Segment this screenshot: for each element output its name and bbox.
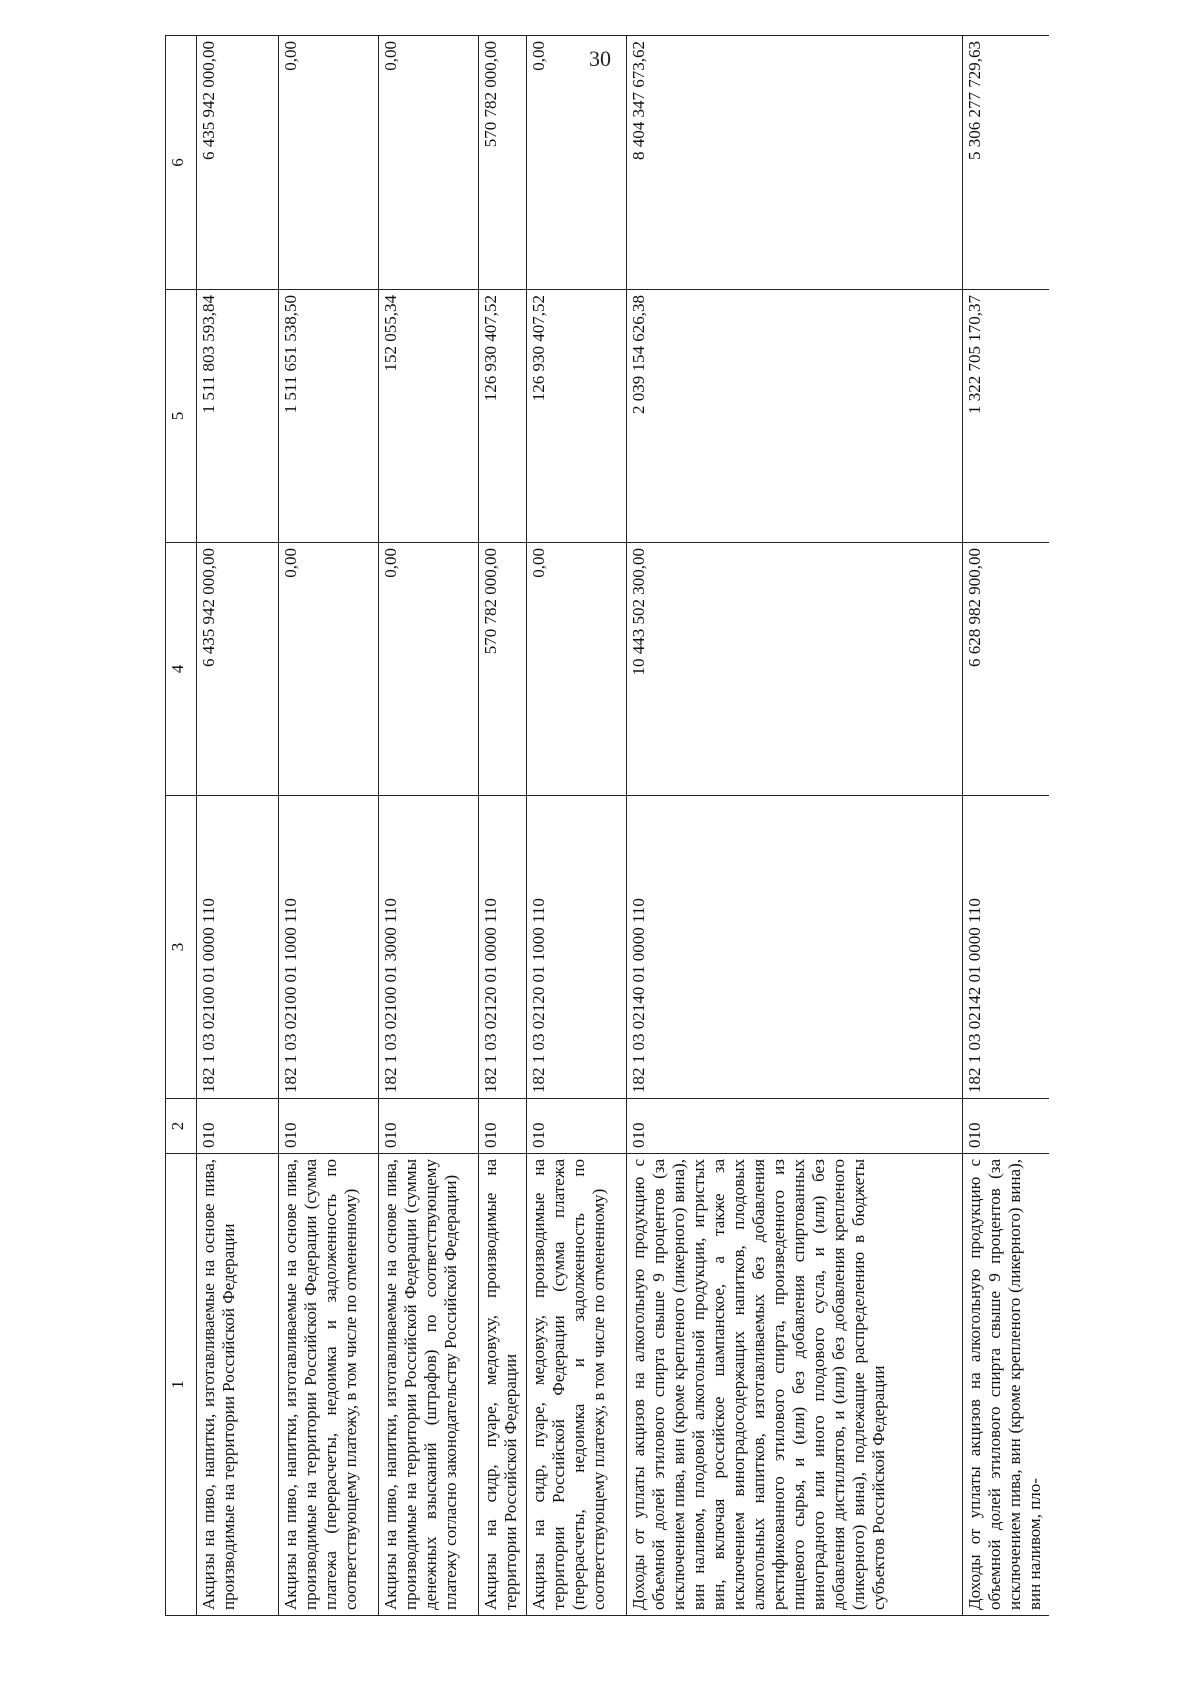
column-header-5: 5 <box>166 290 197 543</box>
row-admin: 010 <box>279 1099 379 1154</box>
budget-table-rotated <box>165 41 1126 1616</box>
row-col4: 6 628 982 900,00 <box>963 543 1049 796</box>
table-row <box>197 36 279 1616</box>
column-header-4: 4 <box>166 543 197 796</box>
table-row <box>627 36 963 1616</box>
row-admin: 010 <box>627 1099 963 1154</box>
row-name: Акцизы на пиво, напитки, изготавливаемые на основе пива, производимые на территории Российской Федерации <box>197 1154 279 1616</box>
row-col4: 0,00 <box>379 543 479 796</box>
table-row <box>379 36 479 1616</box>
row-admin: 010 <box>379 1099 479 1154</box>
column-header-2: 2 <box>166 1099 197 1154</box>
row-col5: 1 511 651 538,50 <box>279 290 379 543</box>
row-code: 182 1 03 02142 01 0000 110 <box>963 796 1049 1099</box>
row-col5: 126 930 407,52 <box>527 290 627 543</box>
row-col6: 6 435 942 000,00 <box>197 36 279 290</box>
row-admin: 010 <box>963 1099 1049 1154</box>
row-code: 182 1 03 02100 01 3000 110 <box>379 796 479 1099</box>
row-col4: 0,00 <box>527 543 627 796</box>
row-col6: 8 404 347 673,62 <box>627 36 963 290</box>
row-col6: 570 782 000,00 <box>479 36 527 290</box>
row-col5: 1 322 705 170,37 <box>963 290 1049 543</box>
row-col6: 0,00 <box>279 36 379 290</box>
row-col4: 6 435 942 000,00 <box>197 543 279 796</box>
row-col5: 126 930 407,52 <box>479 290 527 543</box>
table-row <box>527 36 627 1616</box>
column-header-1: 1 <box>166 1154 197 1616</box>
row-col6: 0,00 <box>379 36 479 290</box>
column-header-3: 3 <box>166 796 197 1099</box>
budget-table <box>165 35 1049 1616</box>
row-name: Акцизы на пиво, напитки, изготавливаемые на основе пива, производимые на территории Российской Федерации (суммы денежных взысканий (штрафов) по соответствующему платежу согласно законодательству Российской Федерации) <box>379 1154 479 1616</box>
row-code: 182 1 03 02100 01 0000 110 <box>197 796 279 1099</box>
table-header-row <box>166 36 197 1616</box>
row-col6: 5 306 277 729,63 <box>963 36 1049 290</box>
row-name: Акцизы на сидр, пуаре, медовуху, производимые на территории Российской Федерации <box>479 1154 527 1616</box>
row-admin: 010 <box>479 1099 527 1154</box>
row-admin: 010 <box>527 1099 627 1154</box>
table-row <box>279 36 379 1616</box>
table-row <box>963 36 1049 1616</box>
row-name: Доходы от уплаты акцизов на алкогольную продукцию с объемной долей этилового спирта свыше 9 процентов (за исключением пива, вин (кроме крепленого (ликерного) вина), вин наливом, плодовой алкогольной продукции, игристых вин, включая российское шампанское, а также за исключением виноградосодержащих напитков, плодовых алкогольных напитков, изготавливаемых без добавления ректификованного этилового спирта, произведенного из пищевого сырья, и (или) без добавления спиртованных виноградного или иного плодового сусла, и (или) без добавления дистиллятов, и (или) без добавления крепленого (ликерного) вина), подлежащие распределению в бюджеты субъектов Российской Федерации <box>627 1154 963 1616</box>
column-header-6: 6 <box>166 36 197 290</box>
row-col5: 1 511 803 593,84 <box>197 290 279 543</box>
row-col6: 0,00 <box>527 36 627 290</box>
row-code: 182 1 03 02100 01 1000 110 <box>279 796 379 1099</box>
row-col4: 10 443 502 300,00 <box>627 543 963 796</box>
row-code: 182 1 03 02140 01 0000 110 <box>627 796 963 1099</box>
row-admin: 010 <box>197 1099 279 1154</box>
row-col4: 0,00 <box>279 543 379 796</box>
row-code: 182 1 03 02120 01 1000 110 <box>527 796 627 1099</box>
page-number: 30 <box>589 46 611 71</box>
row-col5: 152 055,34 <box>379 290 479 543</box>
row-name: Доходы от уплаты акцизов на алкогольную продукцию с объемной долей этилового спирта свыше 9 процентов (за исключением пива, вин (кроме крепленого (ликерного) вина), вин наливом, пло- <box>963 1154 1049 1616</box>
row-col4: 570 782 000,00 <box>479 543 527 796</box>
table-row <box>479 36 527 1616</box>
row-col5: 2 039 154 626,38 <box>627 290 963 543</box>
row-name: Акцизы на пиво, напитки, изготавливаемые на основе пива, производимые на территории Российской Федерации (сумма платежа (перерасчеты, недоимка и задолженность по соответствующему платежу, в том числе по отмененному) <box>279 1154 379 1616</box>
row-code: 182 1 03 02120 01 0000 110 <box>479 796 527 1099</box>
row-name: Акцизы на сидр, пуаре, медовуху, производимые на территории Российской Федерации (сумма платежа (перерасчеты, недоимка и задолженность по соответствующему платежу, в том числе по отмененному) <box>527 1154 627 1616</box>
